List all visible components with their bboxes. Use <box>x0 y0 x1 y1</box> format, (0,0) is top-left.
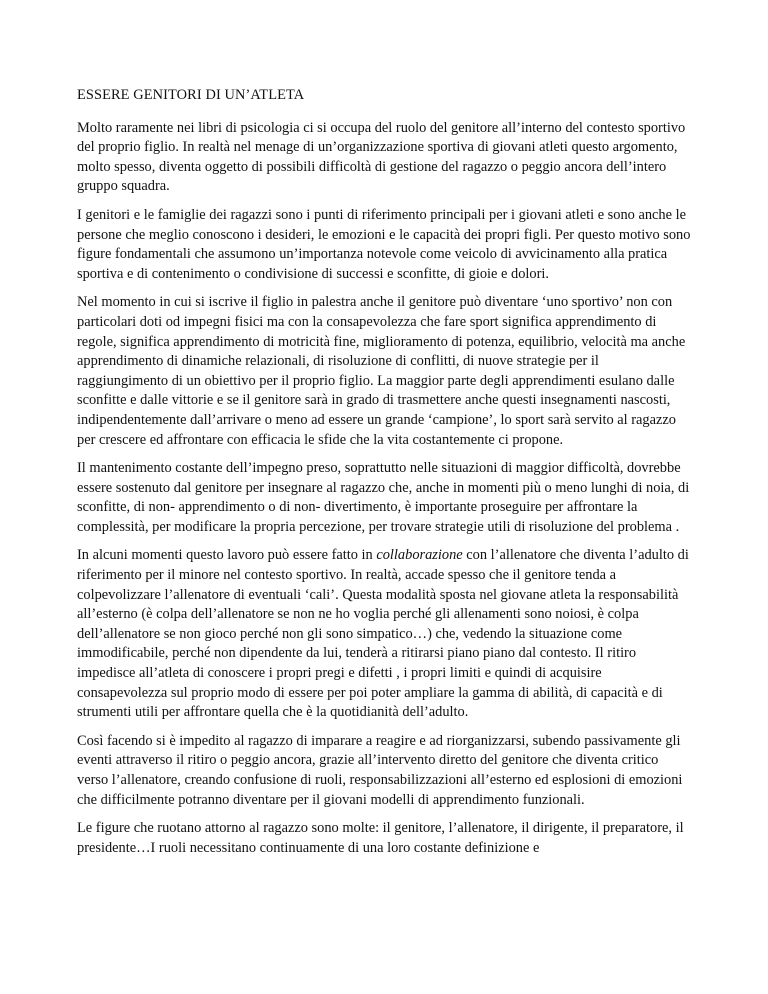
paragraph-7: Le figure che ruotano attorno al ragazzo sono molte: il genitore, l’allenatore, il dirigente, il preparatore, il presidente…I ruoli necessitano continuamente di una loro costante definizione e <box>77 820 684 856</box>
document-page <box>77 86 691 867</box>
paragraph-5-start: In alcuni momenti questo lavoro può essere fatto in <box>77 547 377 564</box>
paragraph-6: Così facendo si è impedito al ragazzo di imparare a reagire e ad riorganizzarsi, subendo passivamente gli eventi attraverso il ritiro o peggio ancora, grazie all’intervento diretto del genitore che diventa critico verso l’allenatore, creando confusione di ruoli, responsabilizzazioni all’esterno ed esplosioni di emozioni che difficilmente potranno diventare per il giovani modelli di apprendimento funzionali. <box>77 732 683 808</box>
paragraph-5 <box>77 546 691 722</box>
paragraph-2: I genitori e le famiglie dei ragazzi sono i punti di riferimento principali per i giovani atleti e sono anche le persone che meglio conoscono i desideri, le emozioni e le capacità dei propri figli. Per questo motivo sono figure fondamentali che assumono un’importanza notevole come veicolo di avvicinamento alla pratica sportiva e di contenimento o condivisione di successi e sconfitte, di gioie e dolori. <box>77 206 691 282</box>
emphasis-collaborazione: collaborazione <box>376 547 463 564</box>
paragraph-1: Molto raramente nei libri di psicologia ci si occupa del ruolo del genitore all’interno del contesto sportivo del proprio figlio. In realtà nel menage di un’organizzazione sportiva di giovani atleti questo argomento, molto spesso, diventa oggetto di possibili difficoltà di gestione del ragazzo o peggio ancora dell’intero gruppo squadra. <box>77 119 686 195</box>
paragraph-4: Il mantenimento costante dell’impegno preso, soprattutto nelle situazioni di maggior difficoltà, dovrebbe essere sostenuto dal genitore per insegnare al ragazzo che, anche in momenti più o meno lunghi di noia, di sconfitte, di non- apprendimento o di non- divertimento, è importante proseguire per affrontare la complessità, per modificare la propria percezione, per trovare strategie utili di risoluzione del problema . <box>77 460 690 535</box>
document-title: ESSERE GENITORI DI UN’ATLETA <box>77 87 305 103</box>
paragraph-3: Nel momento in cui si iscrive il figlio in palestra anche il genitore può diventare ‘uno sportivo’ non con particolari doti od impegni fisici ma con la consapevolezza che fare sport significa apprendimento di regole, significa apprendimento di motricità fine, miglioramento di potenza, equilibrio, velocità ma anche apprendimento di dinamiche relazionali, di risoluzione di conflitti, di nuove strategie per il raggiungimento di un obiettivo per il proprio figlio. La maggior parte degli apprendimenti esulano dalle sconfitte e dalle vittorie e se il genitore sarà in grado di trasmettere anche questi insegnamenti nascosti, indipendentemente dall’arrivare o meno ad essere un grande ‘campione’, lo sport sarà servito al ragazzo per crescere ed affrontare con efficacia le sfide che la vita costantemente ci propone. <box>77 294 686 448</box>
paragraph-5-rest: con l’allenatore che diventa l’adulto di riferimento per il minore nel contesto sportivo. In realtà, accade spesso che il genitore tenda a colpevolizzare l’allenatore di eventuali ‘cali’. Questa modalità sposta nel giovane atleta la responsabilità all’esterno (è colpa dell’allenatore se non ne ho voglia perché gli allenamenti sono noiosi, è colpa dell’allenatore se non gioco perché non gli sono simpatico…) che, vedendo la situazione come immodificabile, perché non dipendente da lui, tenderà a ritirarsi piano piano dal contesto. Il ritiro impedisce all’atleta di conoscere i propri pregi e difetti , i propri limiti e quindi di acquisire consapevolezza sul proprio modo di essere per poi poter ampliare la gamma di abilità, di capacità e di strumenti utili per affrontare quella che è la quotidianità dell’adulto. <box>77 547 689 721</box>
